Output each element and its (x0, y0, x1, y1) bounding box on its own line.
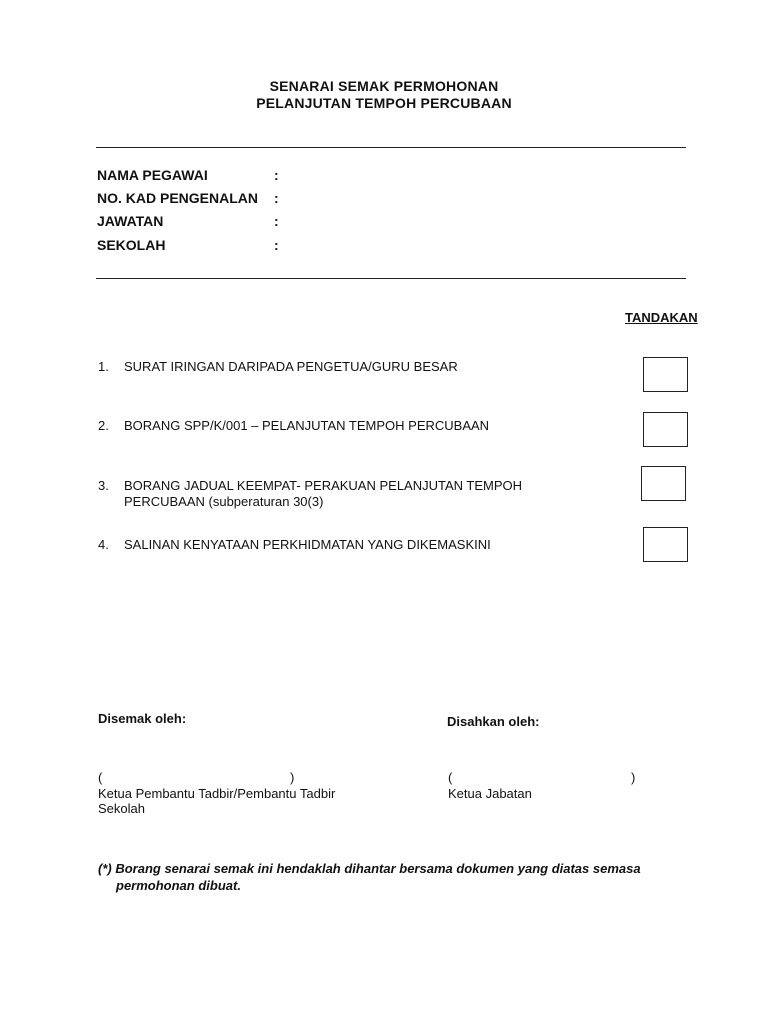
item-number: 2. (98, 418, 109, 433)
checkbox-item-4[interactable] (643, 527, 688, 562)
close-paren: ) (631, 770, 636, 785)
form-title-line2: PELANJUTAN TEMPOH PERCUBAAN (256, 95, 512, 111)
close-paren: ) (290, 770, 295, 785)
item-number: 1. (98, 359, 109, 374)
checked-by-role: Ketua Pembantu Tadbir/Pembantu Tadbir (98, 786, 336, 801)
field-label-jawatan: JAWATAN (97, 213, 164, 229)
jawatan-field[interactable] (290, 211, 680, 231)
field-label-nama-pegawai: NAMA PEGAWAI (97, 167, 208, 183)
open-paren: ( (448, 770, 453, 785)
item-text: BORANG SPP/K/001 – PELANJUTAN TEMPOH PERCUBAAN (124, 418, 490, 433)
checked-by-role-line2: Sekolah (98, 801, 145, 816)
checkbox-item-1[interactable] (643, 357, 688, 392)
item-number: 3. (98, 478, 109, 493)
item-text-line2: PERCUBAAN (subperaturan 30(3) (124, 494, 324, 509)
nama-pegawai-field[interactable] (290, 165, 680, 185)
item-text: BORANG JADUAL KEEMPAT- PERAKUAN PELANJUTAN TEMPOH (124, 478, 523, 493)
item-text: SALINAN KENYATAAN PERKHIDMATAN YANG DIKEMASKINI (124, 537, 491, 552)
field-label-no-kad-pengenalan: NO. KAD PENGENALAN (97, 190, 259, 206)
checkbox-item-3[interactable] (641, 466, 686, 501)
disemak-oleh-label: Disemak oleh: (98, 711, 187, 726)
bottom-divider (96, 278, 686, 279)
approved-by-name-field[interactable] (460, 768, 625, 786)
field-colon: : (274, 213, 279, 229)
footnote (98, 860, 698, 894)
item-text: SURAT IRINGAN DARIPADA PENGETUA/GURU BESAR (124, 359, 458, 374)
footnote-line1: (*) Borang senarai semak ini hendaklah dihantar bersama dokumen yang diatas semasa (98, 861, 641, 876)
top-divider (96, 147, 686, 148)
tandakan-header: TANDAKAN (625, 310, 698, 325)
form-title-line1: SENARAI SEMAK PERMOHONAN (269, 78, 499, 94)
no-kad-pengenalan-field[interactable] (290, 188, 680, 208)
field-colon: : (274, 190, 279, 206)
approved-by-role: Ketua Jabatan (448, 786, 532, 801)
checked-by-name-field[interactable] (110, 768, 285, 786)
item-number: 4. (98, 537, 109, 552)
checkbox-item-2[interactable] (643, 412, 688, 447)
open-paren: ( (98, 770, 103, 785)
sekolah-field[interactable] (290, 235, 680, 255)
disahkan-oleh-label: Disahkan oleh: (447, 714, 540, 729)
field-label-sekolah: SEKOLAH (97, 237, 166, 253)
footnote-line2: permohonan dibuat. (116, 878, 241, 893)
field-colon: : (274, 237, 279, 253)
field-colon: : (274, 167, 279, 183)
